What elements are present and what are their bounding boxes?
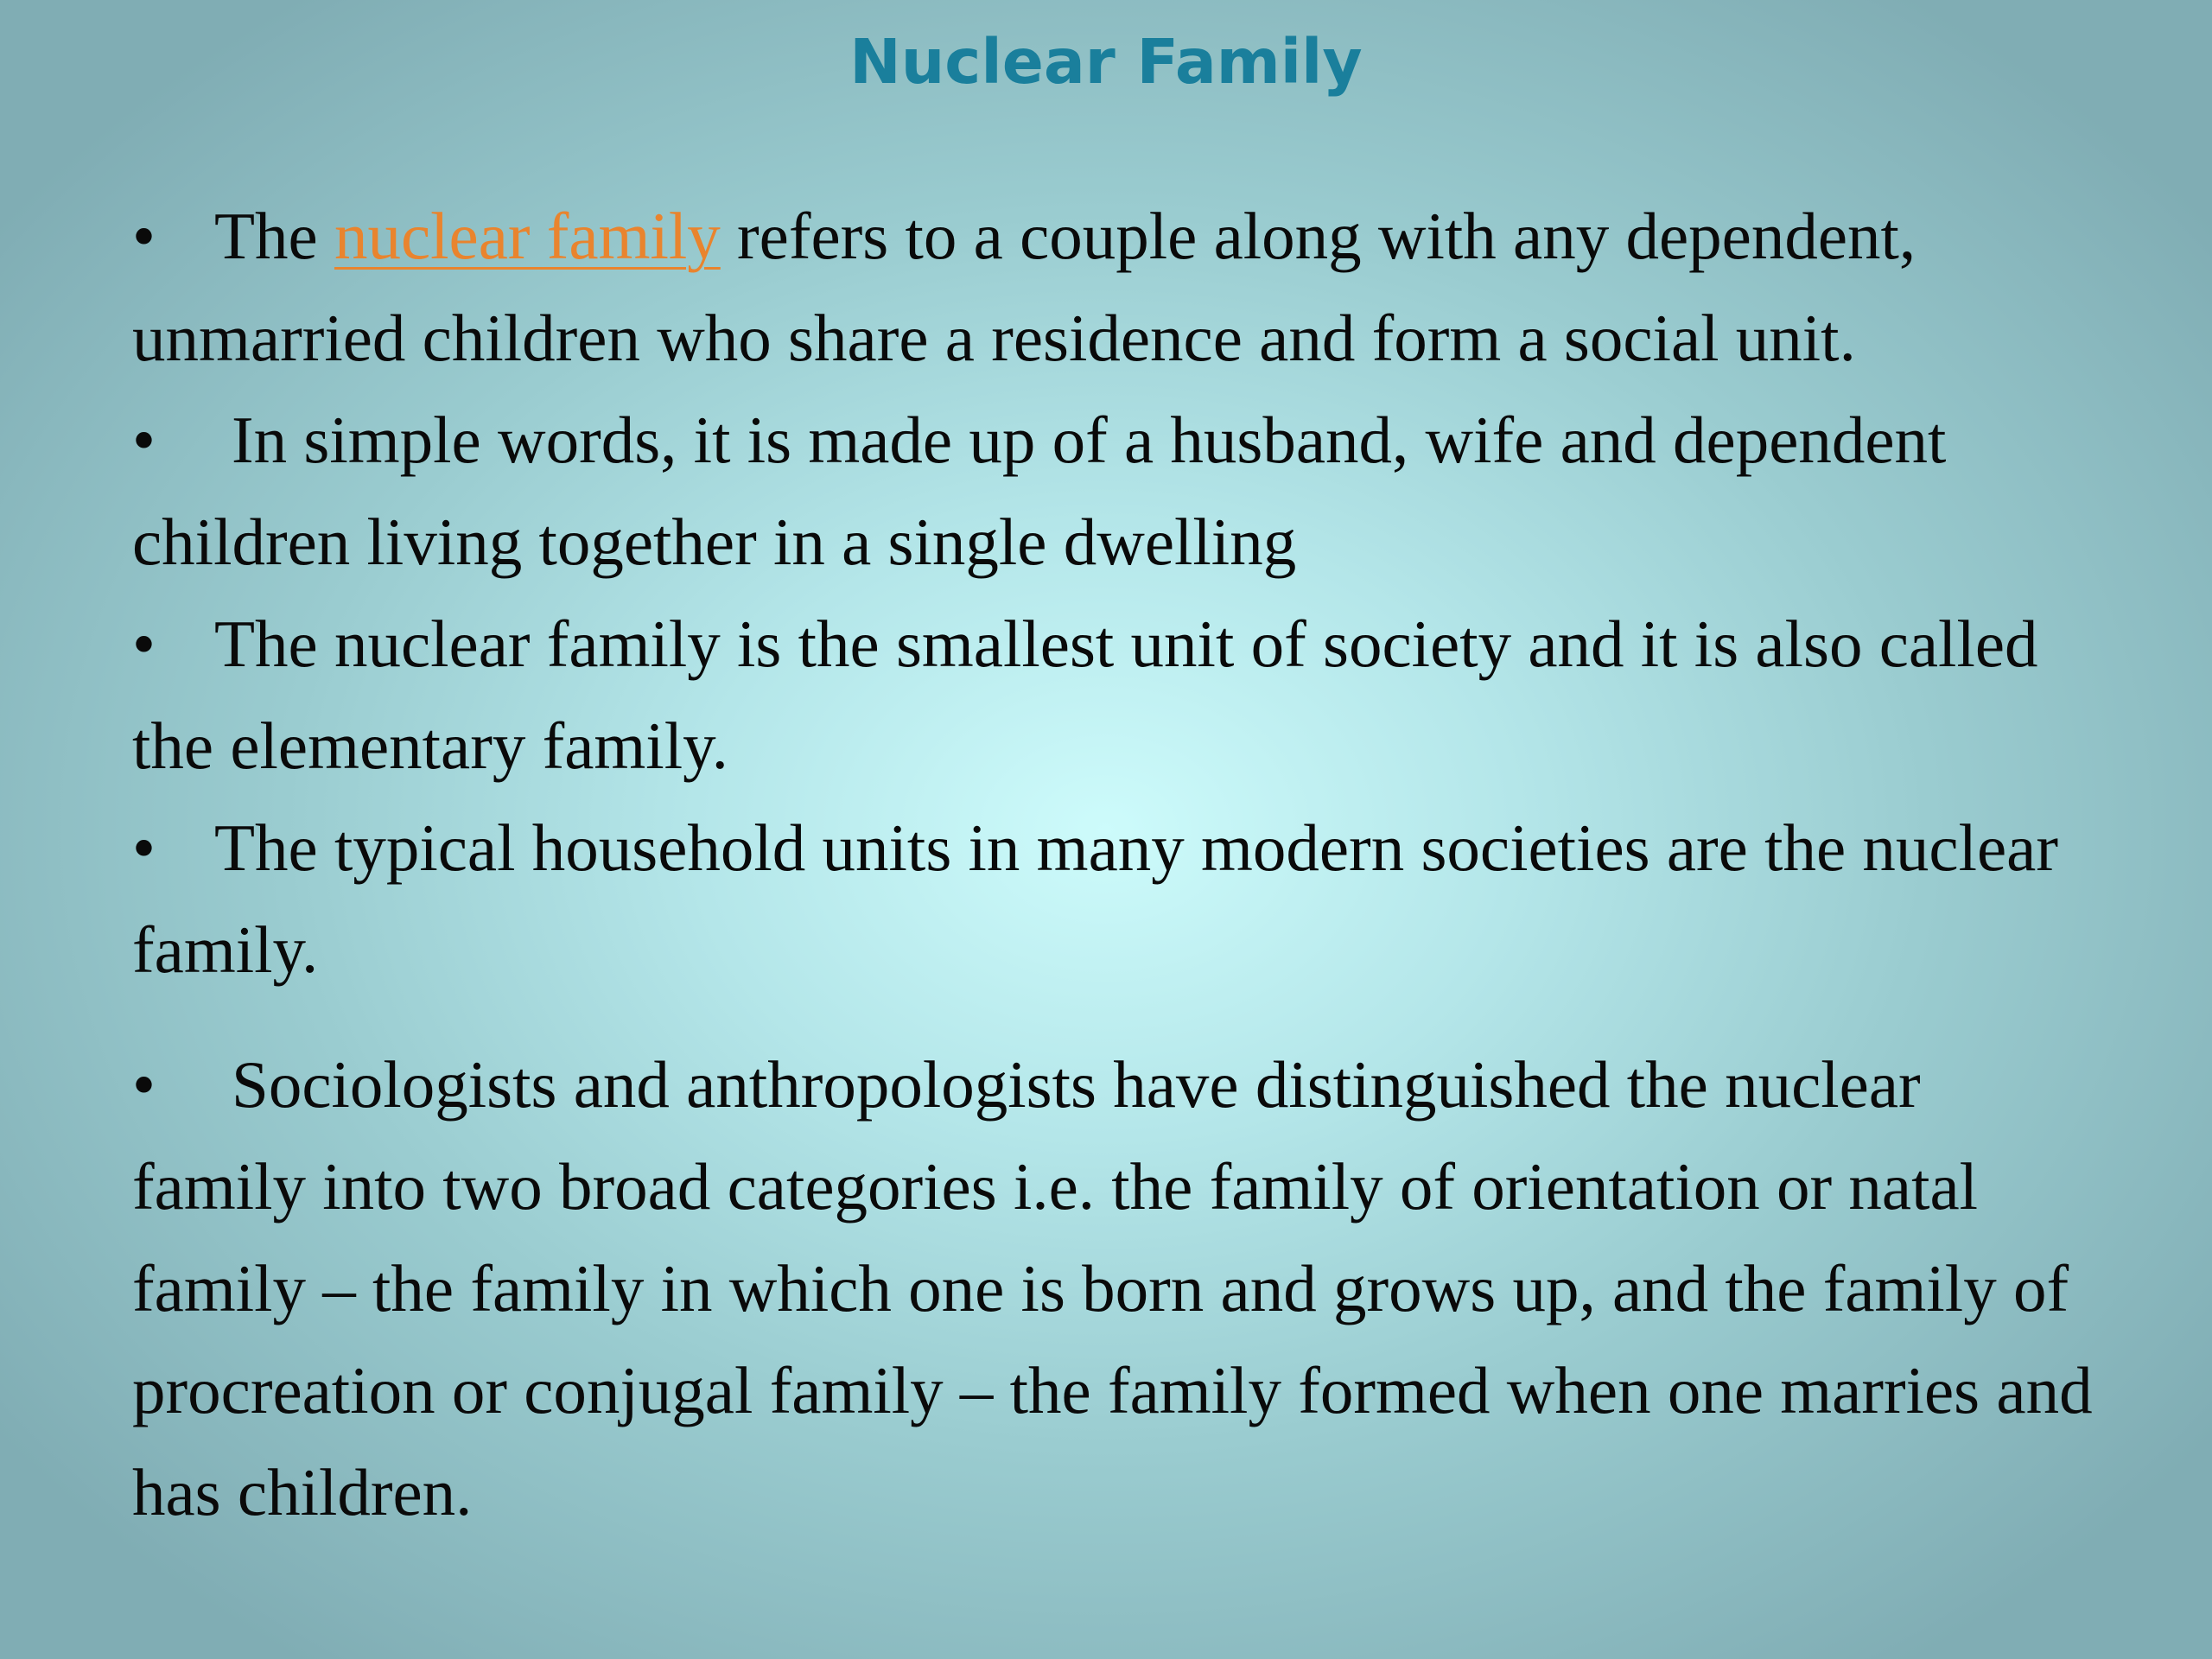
bullet-5-text: Sociologists and anthropologists have distinguished the nuclear family into two broad categories i.e. the family of orientation or natal family – the family in which one is born and grows up, and the family of procreation or conjugal family – the family formed when one marries and has children. (132, 1047, 2093, 1529)
bullet-3-text: The nuclear family is the smallest unit of society and it is also called the elementary family. (132, 607, 2038, 783)
bullet-dot: • (132, 1047, 156, 1122)
bullet-item-1 (132, 185, 2094, 389)
bullet-dot: • (132, 199, 156, 273)
bullet-dot: • (132, 607, 156, 681)
bullet-4-text: The typical household units in many modern societies are the nuclear family. (132, 810, 2058, 987)
bullet-dot: • (132, 403, 156, 477)
bullet-2-text: In simple words, it is made up of a husband, wife and dependent children living together in a single dwelling (132, 403, 1947, 579)
bullet-item-2 (132, 389, 2094, 593)
bullet-list (132, 185, 2094, 1543)
slide-title: Nuclear Family (849, 26, 1363, 98)
nuclear-family-link[interactable]: nuclear family (334, 199, 721, 273)
bullet-item-4 (132, 797, 2094, 1001)
bullet-item-3 (132, 593, 2094, 797)
bullet-item-5 (132, 1033, 2094, 1543)
bullet-1-rest: refers to a couple along with any dependent, unmarried children who share a residence and form a social unit. (132, 199, 1916, 375)
bullet-dot: • (132, 810, 156, 885)
bullet-1-lead: The (214, 199, 334, 273)
